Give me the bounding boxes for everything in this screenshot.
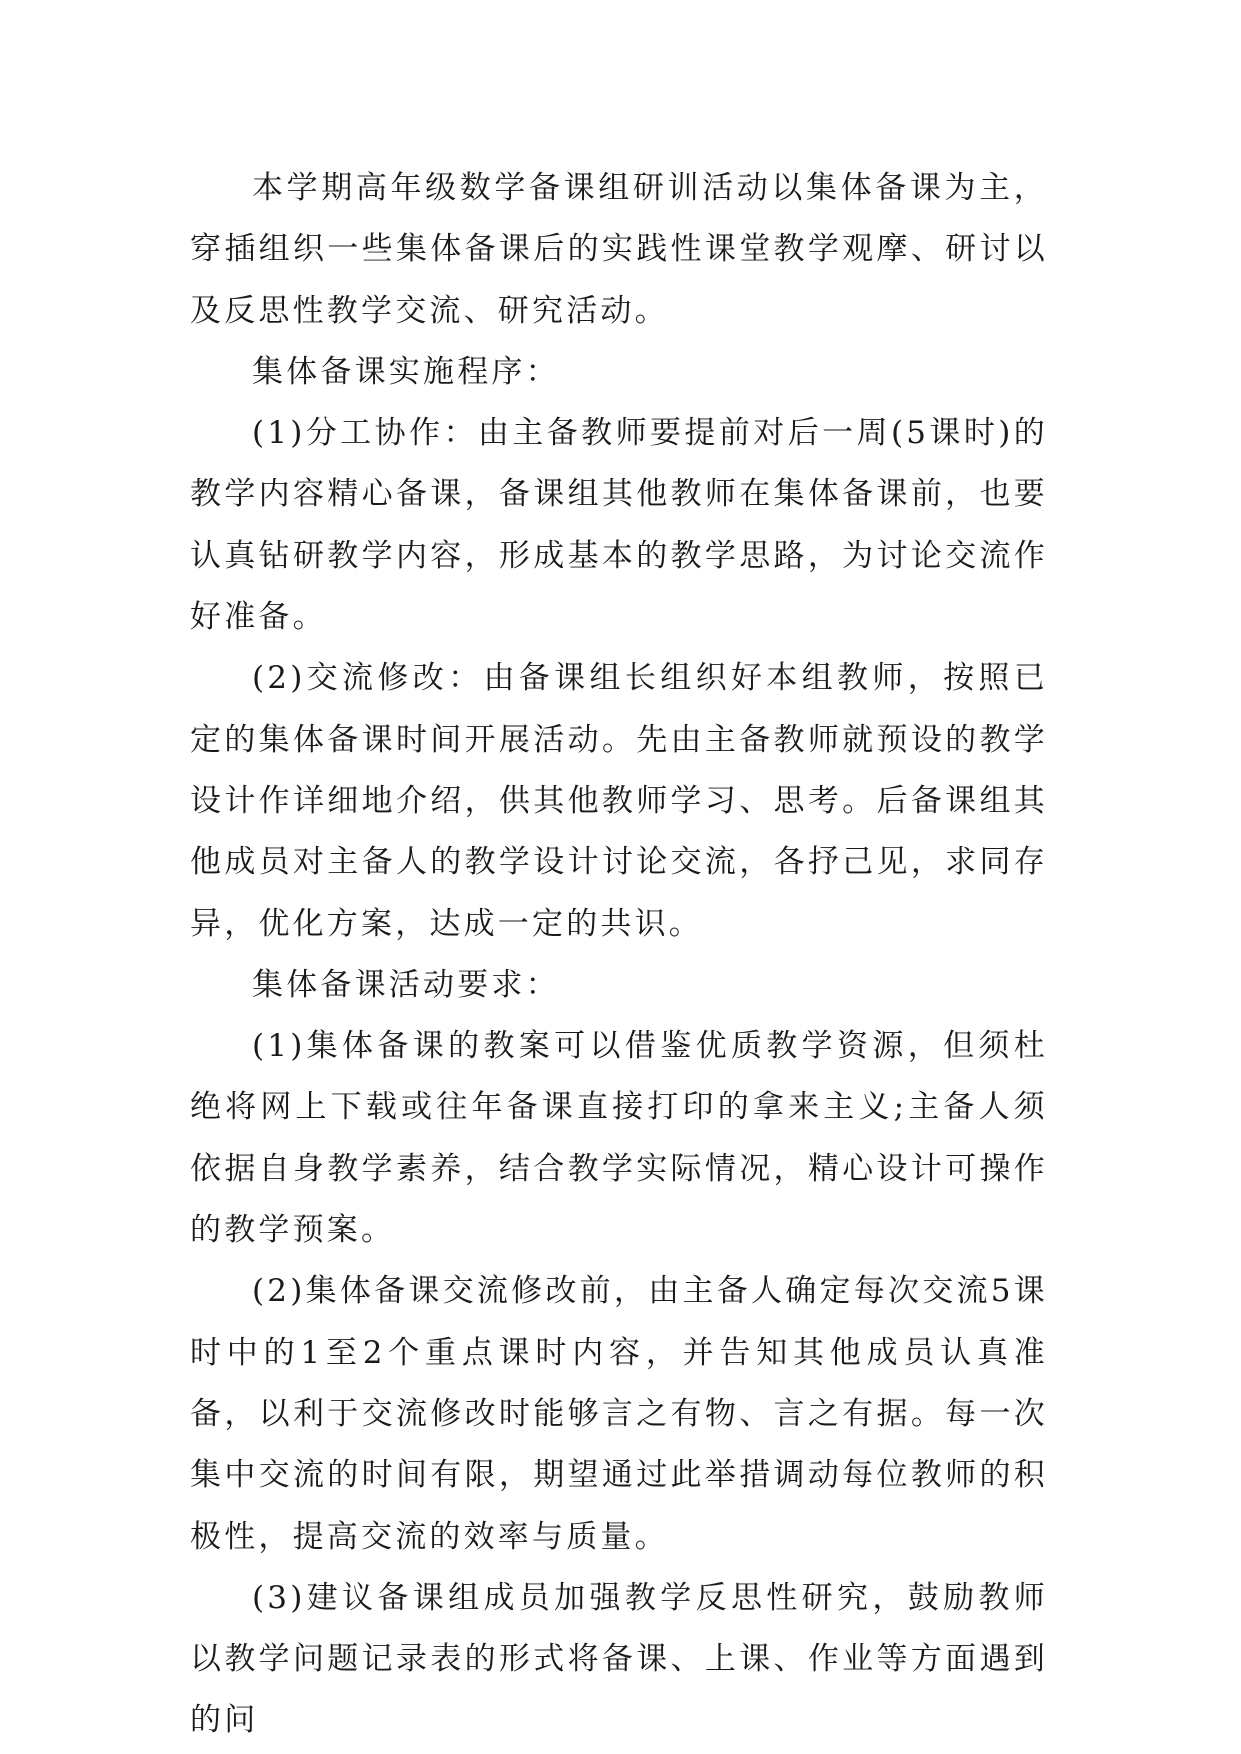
paragraph-requirement-3: (3)建议备课组成员加强教学反思性研究，鼓励教师以教学问题记录表的形式将备课、上课、作业等方面遇到的问 xyxy=(190,1579,1048,1739)
paragraph-requirement-2: (2)集体备课交流修改前，由主备人确定每次交流5课时中的1至2个重点课时内容，并告知其他成员认真准备，以利于交流修改时能够言之有物、言之有据。每一次集中交流的时间有限，期望通过此举措调动每位教师的积极性，提高交流的效率与质量。 xyxy=(190,1273,1048,1555)
paragraph-requirement-1: (1)集体备课的教案可以借鉴优质教学资源，但须杜绝将网上下载或往年备课直接打印的拿来主义;主备人须依据自身教学素养，结合教学实际情况，精心设计可操作的教学预案。 xyxy=(190,1028,1048,1249)
paragraph-intro: 本学期高年级数学备课组研训活动以集体备课为主，穿插组织一些集体备课后的实践性课堂教学观摩、研讨以及反思性教学交流、研究活动。 xyxy=(190,170,1048,329)
document-body xyxy=(190,158,1048,1752)
heading-activity-requirements: 集体备课活动要求： xyxy=(252,966,560,1003)
paragraph-procedure-1: (1)分工协作：由主备教师要提前对后一周(5课时)的教学内容精心备课，备课组其他教师在集体备课前，也要认真钻研教学内容，形成基本的教学思路，为讨论交流作好准备。 xyxy=(190,415,1048,636)
heading-implementation-procedure: 集体备课实施程序： xyxy=(252,353,560,390)
paragraph-procedure-2: (2)交流修改：由备课组长组织好本组教师，按照已定的集体备课时间开展活动。先由主备教师就预设的教学设计作详细地介绍，供其他教师学习、思考。后备课组其他成员对主备人的教学设计讨论交流，各抒己见，求同存异，优化方案，达成一定的共识。 xyxy=(190,660,1048,942)
